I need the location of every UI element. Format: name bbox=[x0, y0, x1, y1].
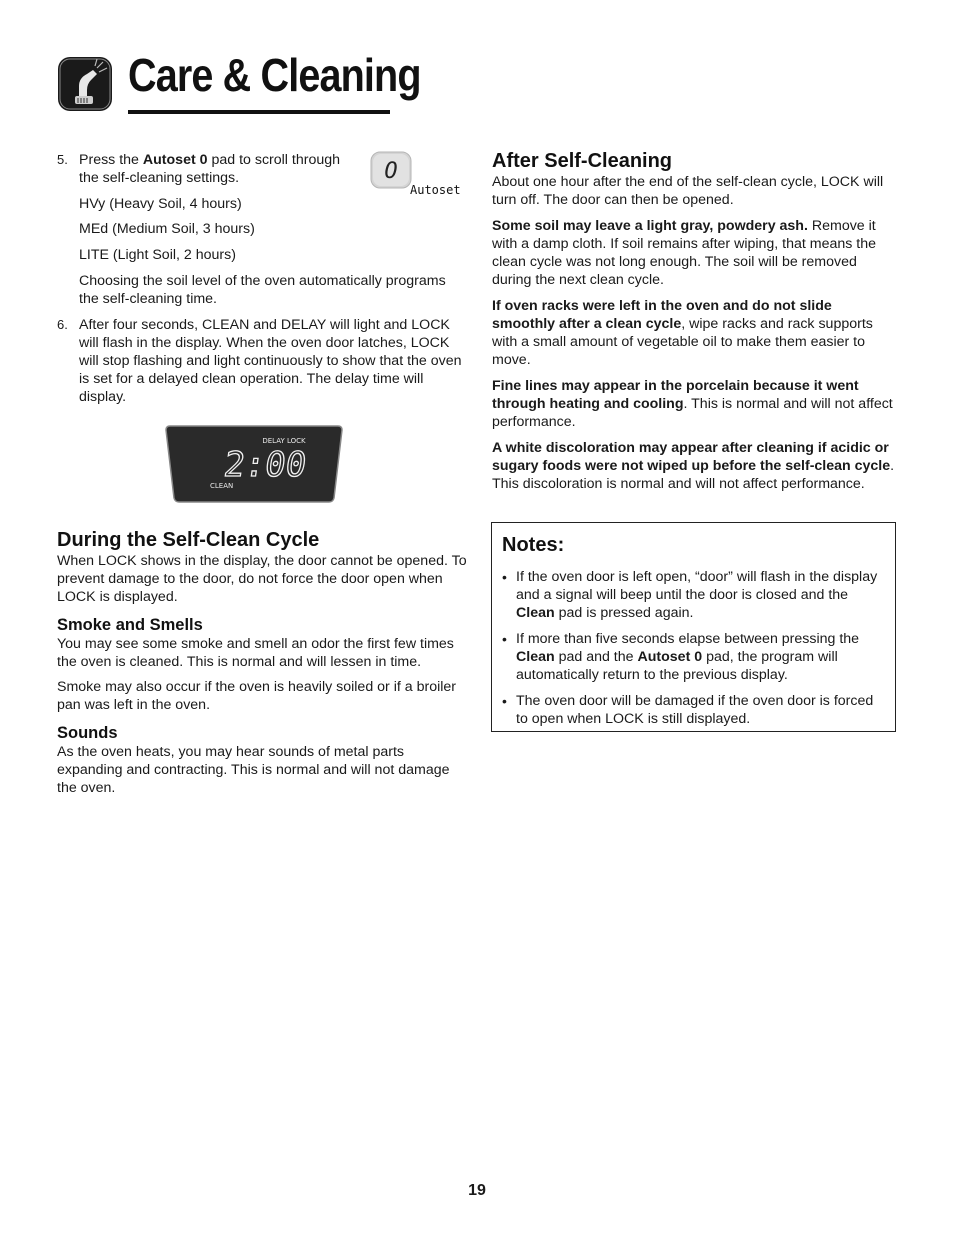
step-text-part: pad to scroll through the self-cleaning settings. bbox=[79, 152, 341, 186]
ash-bold: Some soil may leave a light gray, powdery ash. bbox=[492, 218, 808, 234]
notes-box bbox=[491, 522, 896, 732]
discoloration-bold: A white discoloration may appear after cleaning if acidic or sugary foods were not wiped up before the self-clean cycle bbox=[492, 440, 891, 474]
display-delay-lock-label: DELAY LOCK bbox=[262, 437, 306, 445]
page-title: Care & Cleaning bbox=[128, 49, 421, 101]
autoset-label: Autoset bbox=[410, 183, 461, 197]
page-number: 19 bbox=[468, 1182, 486, 1199]
note-text-part: pad is pressed again. bbox=[554, 605, 694, 621]
autoset-pad-glyph: O bbox=[384, 159, 398, 184]
title-underline bbox=[128, 110, 390, 114]
oven-display-panel bbox=[164, 424, 344, 504]
step-number: 5. bbox=[57, 152, 68, 167]
lines-bold: Fine lines may appear in the porcelain because it went through heating and cooling bbox=[492, 378, 859, 412]
note-item bbox=[502, 630, 885, 684]
sounds-text: As the oven heats, you may hear sounds of metal parts expanding and contracting. This is normal and will not damage the oven. bbox=[57, 744, 450, 796]
sounds-heading: Sounds bbox=[57, 724, 118, 742]
soil-option-medium: MEd (Medium Soil, 3 hours) bbox=[79, 221, 255, 237]
step-text-part: Press the bbox=[79, 152, 143, 168]
after-paragraph-racks bbox=[492, 297, 898, 369]
after-paragraph-ash bbox=[492, 217, 898, 289]
note-item bbox=[502, 692, 885, 728]
cleaning-spray-icon bbox=[57, 56, 113, 112]
during-self-clean-section bbox=[57, 528, 469, 797]
soil-option-light: LITE (Light Soil, 2 hours) bbox=[79, 247, 236, 263]
note-text bbox=[516, 568, 885, 622]
display-time: 2:00 bbox=[221, 445, 309, 485]
note-text: The oven door will be damaged if the oven door is forced to open when LOCK is still displayed. bbox=[516, 693, 874, 727]
bullet: • bbox=[502, 631, 507, 647]
racks-text: , wipe racks and rack supports with a small amount of vegetable oil to make them easier to move. bbox=[492, 316, 873, 368]
lines-text: . This is normal and will not affect performance. bbox=[492, 396, 893, 430]
during-heading: During the Self-Clean Cycle bbox=[57, 529, 320, 551]
bullet: • bbox=[502, 569, 507, 585]
note-item bbox=[502, 568, 885, 622]
after-heading: After Self-Cleaning bbox=[492, 150, 673, 172]
note-text-bold: Clean bbox=[516, 605, 555, 621]
after-paragraph-discoloration bbox=[492, 439, 898, 493]
after-self-cleaning-section bbox=[492, 149, 898, 493]
note-text-bold: Autoset 0 bbox=[637, 649, 703, 665]
after-paragraph-lines bbox=[492, 377, 898, 431]
during-text: When LOCK shows in the display, the door cannot be opened. To prevent damage to the door, do not force the door open when LOCK is displayed. bbox=[57, 553, 467, 605]
note-text-part: If the oven door is left open, “door” will flash in the display and a signal will beep until the door is closed and the bbox=[516, 569, 878, 603]
display-clean-label: CLEAN bbox=[210, 482, 234, 490]
racks-bold: If oven racks were left in the oven and do not slide smoothly after a clean cycle bbox=[492, 298, 832, 332]
step-text bbox=[79, 151, 354, 187]
smoke-heading: Smoke and Smells bbox=[57, 616, 203, 634]
discoloration-text: . This discoloration is normal and will not affect performance. bbox=[492, 458, 895, 492]
ash-text: Remove it with a damp cloth. If soil remains after wiping, that means the clean cycle was not long enough. The soil will be removed during the next clean cycle. bbox=[492, 218, 877, 288]
autoset-pad[interactable] bbox=[370, 151, 412, 189]
step-text: After four seconds, CLEAN and DELAY will light and LOCK will flash in the display. When the oven door latches, LOCK will stop flashing and light continuously to show that the oven is set for a delayed clean operation. The delay time will display. bbox=[79, 317, 462, 405]
smoke-text-2: Smoke may also occur if the oven is heavily soiled or if a broiler pan was left in the oven. bbox=[57, 679, 457, 713]
bullet: • bbox=[502, 693, 507, 709]
soil-option-heavy: HVy (Heavy Soil, 4 hours) bbox=[79, 196, 242, 212]
step-text-bold: Autoset 0 bbox=[142, 152, 208, 168]
note-text-part: pad and the bbox=[554, 649, 638, 665]
step-number: 6. bbox=[57, 317, 68, 332]
soil-level-note: Choosing the soil level of the oven automatically programs the self-cleaning time. bbox=[79, 273, 446, 307]
note-text-part: pad, the program will automatically return to the previous display. bbox=[516, 649, 838, 683]
note-text bbox=[516, 630, 885, 684]
smoke-text-1: You may see some smoke and smell an odor the first few times the oven is cleaned. This is normal and will lessen in time. bbox=[57, 636, 454, 670]
note-text-bold: Clean bbox=[516, 649, 555, 665]
self-clean-steps bbox=[57, 151, 467, 406]
note-text-part: If more than five seconds elapse between pressing the bbox=[516, 631, 860, 647]
notes-heading: Notes: bbox=[502, 534, 565, 556]
after-intro: About one hour after the end of the self-clean cycle, LOCK will turn off. The door can then be opened. bbox=[492, 174, 884, 208]
step-6 bbox=[57, 316, 467, 406]
